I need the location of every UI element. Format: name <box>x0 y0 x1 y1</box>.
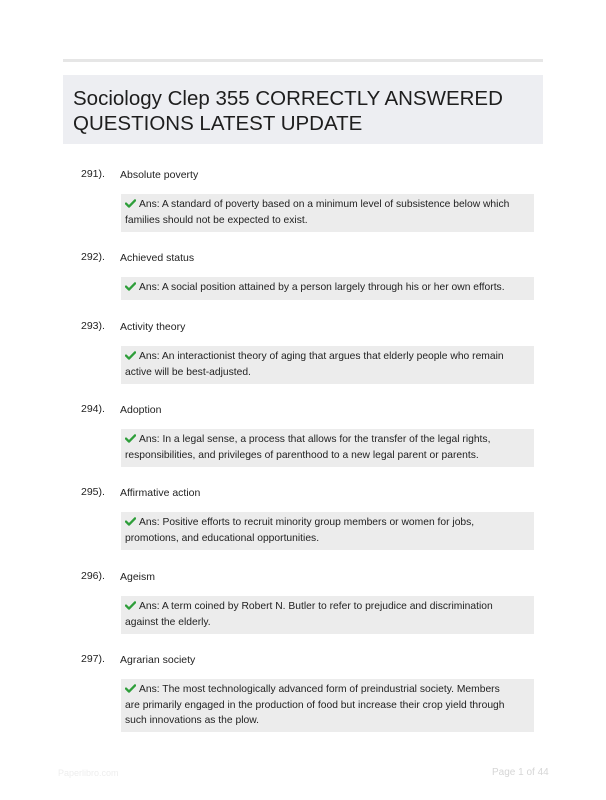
answer-box <box>121 429 534 467</box>
answer-line: Ans: An interactionist theory of aging that argues that elderly people who remain <box>139 351 504 362</box>
question-term: Achieved status <box>120 252 195 264</box>
answer-line: families should not be expected to exist. <box>125 215 308 226</box>
answer-line: Ans: A social position attained by a person largely through his or her own efforts. <box>139 282 505 293</box>
answer-box <box>121 346 534 384</box>
header-divider <box>63 59 543 62</box>
question-number: 294). <box>81 403 105 415</box>
answer-box <box>121 194 534 232</box>
check-icon <box>125 281 136 296</box>
question-term: Affirmative action <box>120 487 201 499</box>
title-banner <box>63 75 543 144</box>
answer-line: active will be best-adjusted. <box>125 367 251 378</box>
answer-box <box>121 679 534 732</box>
answer-line: Ans: Positive efforts to recruit minority group members or women for jobs, <box>139 517 475 528</box>
question-term: Activity theory <box>120 321 186 333</box>
answer-line: promotions, and educational opportunities. <box>125 533 320 544</box>
question-number: 296). <box>81 570 105 582</box>
check-icon <box>125 350 136 365</box>
footer-watermark: Paperlibro.com <box>58 768 119 778</box>
answer-box <box>121 596 534 634</box>
check-icon <box>125 198 136 213</box>
answer-line: against the elderly. <box>125 617 211 628</box>
answer-line: such innovations as the plow. <box>125 715 259 726</box>
page-title <box>73 86 533 136</box>
check-icon <box>125 600 136 615</box>
answer-line: responsibilities, and privileges of parenthood to a new legal parent or parents. <box>125 450 479 461</box>
answer-line: Ans: A term coined by Robert N. Butler to refer to prejudice and discrimination <box>139 601 493 612</box>
question-term: Ageism <box>120 571 156 583</box>
answer-box <box>121 277 534 300</box>
question-term: Adoption <box>120 404 162 416</box>
question-term: Agrarian society <box>120 654 196 666</box>
question-number: 295). <box>81 486 105 498</box>
question-number: 297). <box>81 653 105 665</box>
answer-line: Ans: A standard of poverty based on a minimum level of subsistence below which <box>139 199 510 210</box>
answer-line: Ans: In a legal sense, a process that allows for the transfer of the legal rights, <box>139 434 491 445</box>
page-title-line-2: QUESTIONS LATEST UPDATE <box>73 112 363 135</box>
answer-line: are primarily engaged in the production of food but increase their crop yield through <box>125 700 505 711</box>
page-indicator: Page 1 of 44 <box>492 767 549 778</box>
page-title-line-1: Sociology Clep 355 CORRECTLY ANSWERED <box>73 87 503 110</box>
answer-box <box>121 512 534 550</box>
check-icon <box>125 683 136 698</box>
answer-line: Ans: The most technologically advanced form of preindustrial society. Members <box>139 684 500 695</box>
question-term: Absolute poverty <box>120 169 199 181</box>
question-number: 293). <box>81 320 105 332</box>
question-number: 291). <box>81 168 105 180</box>
check-icon <box>125 433 136 448</box>
check-icon <box>125 516 136 531</box>
question-number: 292). <box>81 251 105 263</box>
